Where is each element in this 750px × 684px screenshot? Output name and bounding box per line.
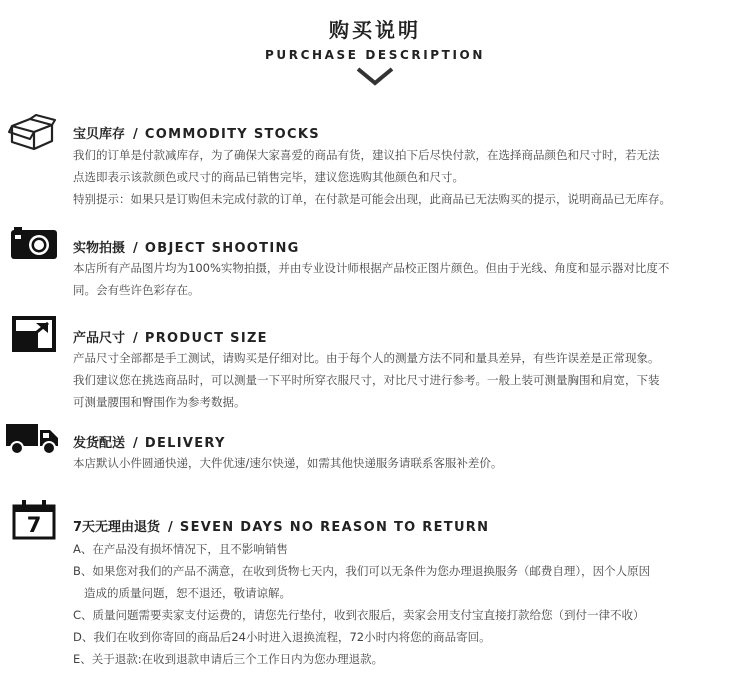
section-title [73, 516, 489, 535]
section-body [73, 144, 743, 210]
body-line: 特别提示：如果只是订购但未完成付款的订单，在付款是可能会出现，此商品已无法购买的提示，说明商品已无库存。 [73, 192, 671, 206]
list-item: C、质量问题需要卖家支付运费的，请您先行垫付，收到衣服后，卖家会用支付宝直接打款给您（到付一律不收） [73, 608, 645, 622]
body-line: 同。会有些许色彩存在。 [73, 283, 200, 297]
return-policy-list [73, 538, 743, 670]
section-title-cn: 宝贝库存 [73, 127, 126, 142]
truck-icon [6, 422, 60, 456]
body-line: 我们的订单是付款减库存，为了确保大家喜爱的商品有货，建议拍下后尽快付款，在选择商品颜色和尺寸时，若无法 [73, 148, 660, 162]
page-subtitle: PURCHASE DESCRIPTION [265, 48, 485, 62]
list-item: D、我们在收到你寄回的商品后24小时进入退换流程，72小时内将您的商品寄回。 [73, 630, 491, 644]
list-item: E、关于退款:在收到退款申请后三个工作日内为您办理退款。 [73, 652, 384, 666]
list-item: A、在产品没有损坏情况下，且不影响销售 [73, 542, 288, 556]
box-icon [8, 114, 56, 152]
body-line: 我们建议您在挑选商品时，可以测量一下平时所穿衣服尺寸，对比尺寸进行参考。一般上装可测量胸围和肩宽，下装 [73, 373, 660, 387]
section-title-en: / SEVEN DAYS NO REASON TO RETURN [168, 520, 490, 535]
body-line: 本店默认小件圆通快递，大件优速/速尔快递，如需其他快递服务请联系客服补差价。 [73, 456, 503, 470]
section-body [73, 452, 743, 474]
body-line: 点选即表示该款颜色或尺寸的商品已销售完毕，建议您选购其他颜色和尺寸。 [73, 170, 464, 184]
chevron-down-icon [356, 66, 394, 86]
section-body [73, 257, 743, 301]
list-item: B、如果您对我们的产品不满意，在收到货物七天内，我们可以无条件为您办理退换服务（邮费自理），因个人原因 [73, 564, 651, 578]
section-title-en: / OBJECT SHOOTING [133, 241, 300, 256]
section-title [73, 432, 226, 451]
section-title [73, 237, 300, 256]
body-line: 本店所有产品图片均为100%实物拍摄，并由专业设计师根据产品校正图片颜色。但由于光线、角度和显示器对比度不 [73, 261, 670, 275]
calendar-number: 7 [26, 513, 42, 537]
body-line: 可测量腰围和臀围作为参考数据。 [73, 395, 246, 409]
section-title-cn: 7天无理由退货 [73, 520, 161, 535]
section-title-en: / PRODUCT SIZE [133, 331, 268, 346]
section-title-en: / DELIVERY [133, 436, 226, 451]
section-title [73, 327, 268, 346]
list-item: 造成的质量问题，恕不退还，敬请谅解。 [84, 586, 291, 600]
section-title-cn: 发货配送 [73, 436, 126, 451]
section-body [73, 347, 743, 413]
section-title-cn: 产品尺寸 [73, 331, 126, 346]
section-title-cn: 实物拍摄 [73, 241, 126, 256]
body-line: 产品尺寸全部都是手工测试，请购买是仔细对比。由于每个人的测量方法不同和量具差异，有些许误差是正常现象。 [73, 351, 660, 365]
resize-icon [12, 316, 56, 352]
camera-icon [10, 226, 58, 260]
page-title: 购买说明 [329, 18, 421, 42]
section-title [73, 123, 320, 142]
section-title-en: / COMMODITY STOCKS [133, 127, 320, 142]
